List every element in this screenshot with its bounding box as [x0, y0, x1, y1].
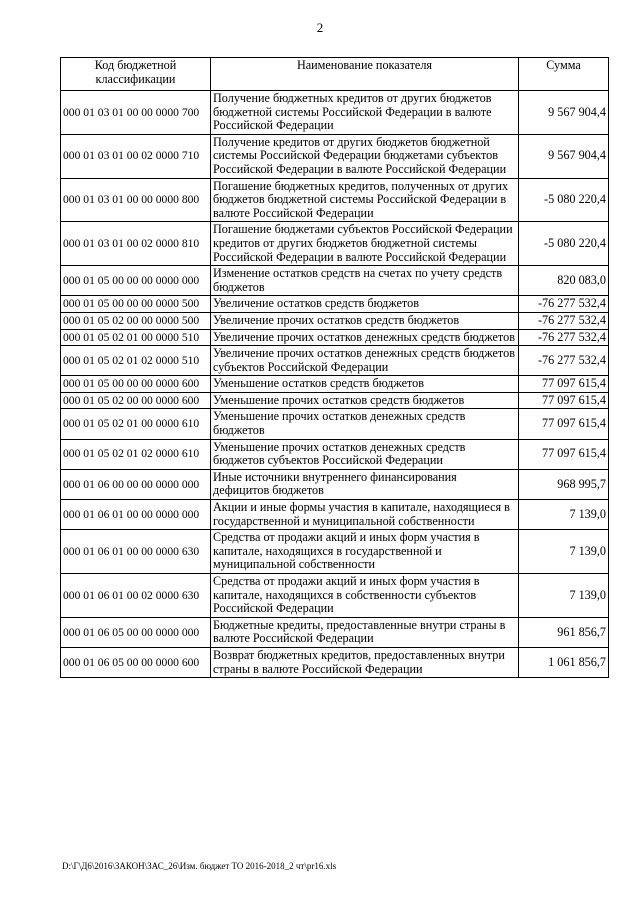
row-code: 000 01 06 01 00 00 0000 000: [61, 500, 211, 530]
row-name: Получение бюджетных кредитов от других бюджетов бюджетной системы Российской Федерации в валюте Российской Федерации: [211, 91, 519, 135]
table-row: [61, 134, 609, 178]
table-row: [61, 296, 609, 313]
table-row: [61, 392, 609, 409]
row-sum: 968 995,7: [519, 469, 609, 499]
row-sum: -76 277 532,4: [519, 312, 609, 329]
row-name: Уменьшение прочих остатков денежных средств бюджетов субъектов Российской Федерации: [211, 439, 519, 469]
table-row: [61, 617, 609, 647]
row-sum: 1 061 856,7: [519, 647, 609, 677]
row-sum: -5 080 220,4: [519, 222, 609, 266]
row-code: 000 01 06 05 00 00 0000 600: [61, 647, 211, 677]
budget-sources-table: [60, 57, 609, 678]
row-name: Погашение бюджетных кредитов, полученных от других бюджетов бюджетной системы Российской Федерации в валюте Российской Федерации: [211, 178, 519, 222]
row-sum: 820 083,0: [519, 266, 609, 296]
row-code: 000 01 05 02 01 02 0000 510: [61, 346, 211, 376]
row-sum: 77 097 615,4: [519, 392, 609, 409]
row-sum: 7 139,0: [519, 574, 609, 618]
row-sum: 77 097 615,4: [519, 409, 609, 439]
table-row: [61, 409, 609, 439]
row-sum: -76 277 532,4: [519, 296, 609, 313]
row-code: 000 01 06 05 00 00 0000 000: [61, 617, 211, 647]
header-code: Код бюджетной классификации: [61, 58, 211, 91]
row-name: Средства от продажи акций и иных форм участия в капитале, находящихся в собственности субъектов Российской Федерации: [211, 574, 519, 618]
row-name: Изменение остатков средств на счетах по учету средств бюджетов: [211, 266, 519, 296]
row-code: 000 01 06 01 00 00 0000 630: [61, 530, 211, 574]
row-sum: -76 277 532,4: [519, 346, 609, 376]
row-code: 000 01 03 01 00 00 0000 800: [61, 178, 211, 222]
row-code: 000 01 06 00 00 00 0000 000: [61, 469, 211, 499]
table-body: [61, 91, 609, 678]
row-sum: 961 856,7: [519, 617, 609, 647]
file-path-footer: D:\Г\Д6\2016\ЗАКОН\ЗАС_26\Изм. бюджет ТО 2016-2018_2 чт\pr16.xls: [62, 861, 337, 871]
table-row: [61, 222, 609, 266]
table-header-row: [61, 58, 609, 91]
row-name: Увеличение прочих остатков средств бюджетов: [211, 312, 519, 329]
row-name: Получение кредитов от других бюджетов бюджетной системы Российской Федерации бюджетами субъектов Российской Федерации в валюте Российской Федерации: [211, 134, 519, 178]
row-name: Возврат бюджетных кредитов, предоставленных внутри страны в валюте Российской Федерации: [211, 647, 519, 677]
row-name: Уменьшение прочих остатков денежных средств бюджетов: [211, 409, 519, 439]
header-sum: Сумма: [519, 58, 609, 91]
row-code: 000 01 05 02 01 00 0000 510: [61, 329, 211, 346]
row-name: Погашение бюджетами субъектов Российской Федерации кредитов от других бюджетов бюджетной системы Российской Федерации в валюте Российской Федерации: [211, 222, 519, 266]
table-row: [61, 266, 609, 296]
row-name: Бюджетные кредиты, предоставленные внутри страны в валюте Российской Федерации: [211, 617, 519, 647]
header-name: Наименование показателя: [211, 58, 519, 91]
table-row: [61, 530, 609, 574]
row-name: Иные источники внутреннего финансирования дефицитов бюджетов: [211, 469, 519, 499]
row-name: Уменьшение прочих остатков средств бюджетов: [211, 392, 519, 409]
row-code: 000 01 03 01 00 00 0000 700: [61, 91, 211, 135]
row-name: Уменьшение остатков средств бюджетов: [211, 376, 519, 393]
table-row: [61, 574, 609, 618]
row-sum: 7 139,0: [519, 500, 609, 530]
table-row: [61, 346, 609, 376]
row-code: 000 01 05 02 00 00 0000 600: [61, 392, 211, 409]
row-code: 000 01 05 00 00 00 0000 000: [61, 266, 211, 296]
table-row: [61, 312, 609, 329]
row-code: 000 01 03 01 00 02 0000 810: [61, 222, 211, 266]
row-name: Увеличение прочих остатков денежных средств бюджетов: [211, 329, 519, 346]
row-name: Акции и иные формы участия в капитале, находящиеся в государственной и муниципальной собственности: [211, 500, 519, 530]
row-name: Средства от продажи акций и иных форм участия в капитале, находящихся в государственной и муниципальной собственности: [211, 530, 519, 574]
row-sum: -76 277 532,4: [519, 329, 609, 346]
row-code: 000 01 06 01 00 02 0000 630: [61, 574, 211, 618]
row-sum: 77 097 615,4: [519, 439, 609, 469]
table-row: [61, 376, 609, 393]
table-row: [61, 329, 609, 346]
table-row: [61, 500, 609, 530]
row-sum: 7 139,0: [519, 530, 609, 574]
table-row: [61, 469, 609, 499]
row-sum: -5 080 220,4: [519, 178, 609, 222]
table-row: [61, 439, 609, 469]
row-sum: 9 567 904,4: [519, 91, 609, 135]
row-name: Увеличение прочих остатков денежных средств бюджетов субъектов Российской Федерации: [211, 346, 519, 376]
row-sum: 9 567 904,4: [519, 134, 609, 178]
table-row: [61, 647, 609, 677]
row-code: 000 01 05 00 00 00 0000 500: [61, 296, 211, 313]
row-name: Увеличение остатков средств бюджетов: [211, 296, 519, 313]
row-sum: 77 097 615,4: [519, 376, 609, 393]
row-code: 000 01 05 02 01 00 0000 610: [61, 409, 211, 439]
table-row: [61, 91, 609, 135]
row-code: 000 01 05 02 01 02 0000 610: [61, 439, 211, 469]
row-code: 000 01 05 00 00 00 0000 600: [61, 376, 211, 393]
table-row: [61, 178, 609, 222]
row-code: 000 01 03 01 00 02 0000 710: [61, 134, 211, 178]
page-number: 2: [316, 20, 324, 35]
row-code: 000 01 05 02 00 00 0000 500: [61, 312, 211, 329]
